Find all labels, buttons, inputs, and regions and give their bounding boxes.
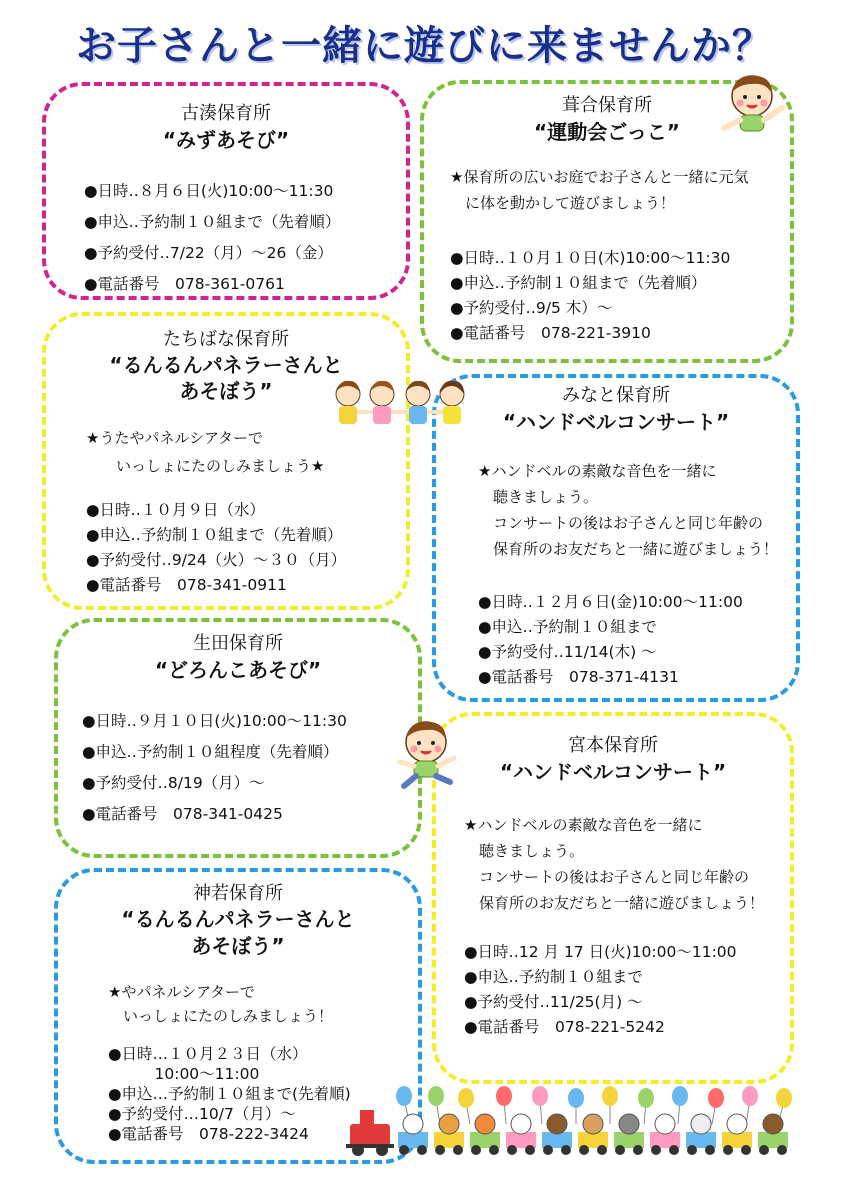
info-phone: ●電話番号 078-221-3910 [450, 324, 651, 342]
info-phone: ●電話番号 078-341-0425 [82, 805, 283, 823]
event-title: “運動会ごっこ” [534, 120, 680, 144]
animal-car-icon [686, 1114, 716, 1155]
box-miyamoto [432, 712, 794, 1084]
event-info [82, 706, 347, 830]
info-apply: ●申込‥予約制１０組まで（先着順） [84, 213, 341, 231]
desc-line: 保育所のお友だちと一緒に遊びましょう！ [478, 540, 779, 558]
event-info [464, 940, 737, 1040]
info-reception: ●予約受付‥9/5 木）～ [450, 299, 613, 317]
desc-line: に体を動かして遊びましょう！ [450, 194, 676, 212]
event-description [464, 812, 764, 916]
info-apply: ●申込‥予約制１０組程度（先着順） [82, 743, 339, 761]
event-title-line: “るんるんパネラーさんと [109, 353, 343, 377]
desc-line: いっしょにたのしみましょう★ [86, 457, 325, 475]
event-info [108, 1044, 351, 1144]
info-apply: ●申込…予約制１０組まで(先着順) [108, 1085, 351, 1103]
info-reception: ●予約受付‥9/24（火）～３０（月） [86, 551, 347, 569]
page-title: お子さんと一緒に遊びに来ませんか？ [76, 23, 773, 69]
info-phone: ●電話番号 078-341-0911 [86, 576, 287, 594]
nursery-name: 葺合保育所 [562, 95, 652, 116]
info-date: ●日時…１０月２３日（水） [108, 1045, 308, 1063]
animal-car-icon [650, 1114, 680, 1155]
event-title-line: あそぼう” [179, 379, 273, 403]
boy-jumping-icon [392, 718, 466, 792]
box-furuminato [42, 82, 410, 300]
event-description [450, 164, 748, 216]
event-description [108, 980, 333, 1028]
event-description [86, 424, 324, 480]
info-date: ●日時‥１２月６日(金)10:00～11:00 [478, 593, 743, 611]
animal-car-icon [434, 1114, 464, 1155]
animal-car-icon [578, 1114, 608, 1155]
info-apply: ●申込‥予約制１０組まで [464, 968, 643, 986]
desc-line: ★ハンドベルの素敵な音色を一緒に [464, 816, 703, 834]
info-time: 10:00～11:00 [108, 1065, 260, 1083]
event-title-line: “るんるんパネラーさんと [121, 907, 355, 931]
balloon-icon [568, 1088, 584, 1124]
info-date: ●日時‥８月６日(火)10:00～11:30 [84, 182, 334, 200]
desc-line: コンサートの後はお子さんと同じ年齢の [478, 514, 764, 532]
animal-car-icon [758, 1114, 788, 1155]
desc-line: ★ハンドベルの素敵な音色を一緒に [478, 462, 717, 480]
balloon-icon [458, 1088, 474, 1124]
balloon-icon [532, 1086, 548, 1124]
info-date: ●日時‥９月１０日(火)10:00～11:30 [82, 712, 347, 730]
nursery-name: 宮本保育所 [568, 735, 658, 756]
info-reception: ●予約受付‥11/25(月) ～ [464, 993, 643, 1011]
nursery-name: 生田保育所 [193, 633, 283, 654]
info-date: ●日時‥12 月 17 日(火)10:00～11:00 [464, 943, 737, 961]
balloon-icon [672, 1086, 688, 1124]
locomotive-icon [346, 1110, 394, 1156]
desc-line: 聴きましょう。 [464, 842, 585, 860]
info-apply: ●申込‥予約制１０組まで [478, 618, 657, 636]
balloon-icon [602, 1086, 618, 1124]
info-phone: ●電話番号 078-371-4131 [478, 668, 679, 686]
box-ikuta [54, 618, 422, 858]
info-reception: ●予約受付‥8/19（月）～ [82, 774, 265, 792]
info-phone: ●電話番号 078-222-3424 [108, 1125, 309, 1143]
balloon-icon [496, 1086, 512, 1124]
info-date: ●日時‥１０月１０日(木)10:00～11:30 [450, 249, 731, 267]
animal-car-icon [398, 1114, 428, 1155]
nursery-name: たちばな保育所 [163, 329, 289, 350]
event-info [450, 246, 730, 346]
desc-line: 聴きましょう。 [478, 488, 599, 506]
event-info [84, 176, 340, 300]
nursery-name: 古湊保育所 [181, 103, 271, 124]
box-tachibana [42, 312, 410, 610]
nursery-name: 神若保育所 [193, 883, 283, 904]
animal-car-icon [614, 1114, 644, 1155]
info-apply: ●申込‥予約制１０組まで（先着順） [86, 526, 343, 544]
animal-car-icon [506, 1114, 536, 1155]
box-minato [432, 374, 800, 702]
desc-line: 保育所のお友だちと一緒に遊びましょう！ [464, 894, 765, 912]
animal-car-icon [722, 1114, 752, 1155]
boy-waving-icon [716, 70, 796, 136]
balloon-icon [708, 1088, 724, 1124]
animal-car-icon [470, 1114, 500, 1155]
info-phone: ●電話番号 078-221-5242 [464, 1018, 665, 1036]
desc-line: ★保育所の広いお庭でお子さんと一緒に元気 [450, 168, 749, 186]
event-title-line: あそぼう” [191, 934, 285, 958]
info-phone: ●電話番号 078-361-0761 [84, 275, 285, 293]
event-info [86, 498, 346, 598]
desc-line: ★やパネルシアターで [108, 983, 256, 1001]
event-info [478, 590, 743, 690]
balloon-icon [638, 1088, 654, 1124]
nursery-name: みなと保育所 [562, 385, 670, 406]
info-reception: ●予約受付…10/7（月）～ [108, 1105, 296, 1123]
animal-car-icon [542, 1114, 572, 1155]
event-title: “みずあそび” [162, 128, 290, 152]
event-description [478, 458, 778, 562]
info-reception: ●予約受付‥7/22（月）～26（金） [84, 244, 333, 262]
animal-train-balloons-icon [344, 1084, 804, 1158]
info-apply: ●申込‥予約制１０組まで（先着順） [450, 274, 707, 292]
desc-line: コンサートの後はお子さんと同じ年齢の [464, 868, 750, 886]
desc-line: いっしょにたのしみましょう！ [108, 1007, 334, 1025]
event-title: “どろんこあそび” [154, 658, 322, 682]
info-reception: ●予約受付‥11/14(木) ～ [478, 643, 657, 661]
info-date: ●日時‥１０月９日（水） [86, 501, 265, 519]
event-title: “ハンドベルコンサート” [499, 760, 727, 784]
children-holding-hands-icon [330, 378, 472, 434]
desc-line: ★うたやパネルシアターで [86, 429, 264, 447]
event-title: “ハンドベルコンサート” [502, 410, 730, 434]
